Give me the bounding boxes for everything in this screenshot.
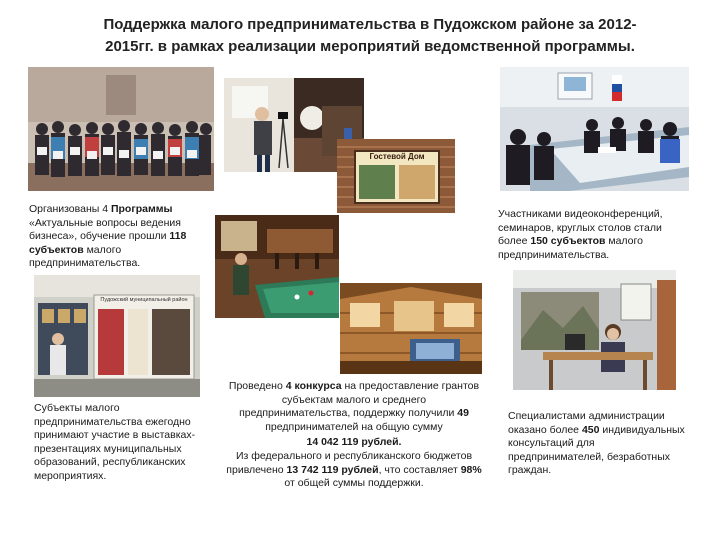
exhibitions-text: [34, 402, 204, 484]
photo-wooden-hall: [340, 283, 482, 374]
conferences-text: [498, 208, 688, 262]
consultations-text-part2: индивидуальных консультаций для предпринимателей, безработных граждан.: [508, 423, 685, 477]
photo-graduates-group: [28, 67, 214, 191]
contests-text-part6: от общей суммы поддержки.: [284, 477, 424, 490]
contests-text-bold1: 4 конкурса: [285, 380, 342, 392]
page-title: [60, 14, 680, 58]
conferences-text-part1: Участниками видеоконференций, семинаров, круглых столов стали более: [498, 208, 663, 248]
title-line-1: Поддержка малого предпринимательства в Пудожском районе за 2012-: [103, 16, 637, 33]
programs-text-part1: Организованы 4: [29, 203, 111, 215]
programs-text-part3: малого предпринимательства.: [29, 243, 141, 270]
contests-text: [226, 380, 482, 491]
programs-text: [29, 203, 209, 271]
photo-guest-house-sign: [337, 139, 455, 213]
title-line-2: 2015гг. в рамках реализации мероприятий ведомственной программы.: [105, 38, 635, 55]
conferences-text-part2: малого предпринимательства.: [498, 235, 643, 261]
conferences-text-bold1: 150 субъектов: [530, 235, 606, 248]
contests-text-part5: , что составляет: [378, 463, 461, 476]
consultations-text: [508, 410, 688, 478]
exhibitions-text-body: Субъекты малого предпринимательства ежегодно принимают участие в выставках-презентациях муниципальных образований, республиканских мероприятиях.: [34, 402, 196, 482]
photo-videoconference: [500, 67, 689, 191]
consultations-text-part1: Специалистами администрации оказано более: [508, 410, 665, 436]
exhibition-stand-title: Пудожский муниципальный район: [100, 297, 188, 303]
programs-text-bold1: Программы: [110, 203, 173, 215]
guest-house-sign-text: Гостевой Дом: [369, 152, 425, 161]
photo-consultation-office: [513, 270, 676, 390]
contests-text-part4: Из федерального и республиканского бюджетов привлечено: [226, 449, 473, 476]
consultations-text-bold1: 450: [581, 423, 600, 436]
contests-text-part2: на предоставление грантов субъектам малого и среднего предпринимательства, поддержку получили: [239, 380, 480, 420]
contests-text-part1: Проведено: [228, 380, 286, 392]
programs-text-part2: «Актуальные вопросы ведения бизнеса», обучение прошли: [29, 216, 181, 243]
contests-text-part3: предпринимателей на общую сумму: [265, 420, 443, 433]
contests-total-sum: 14 042 119 рублей.: [306, 436, 402, 449]
programs-text-bold2: 118 субъектов: [29, 230, 187, 256]
photo-billiard-room: [215, 215, 339, 318]
photo-exhibition-stand: [34, 275, 200, 397]
contests-text-bold3: 13 742 119 рублей: [286, 463, 379, 476]
contests-text-bold2: 49: [457, 407, 469, 420]
contests-text-bold4: 98%: [460, 463, 482, 476]
